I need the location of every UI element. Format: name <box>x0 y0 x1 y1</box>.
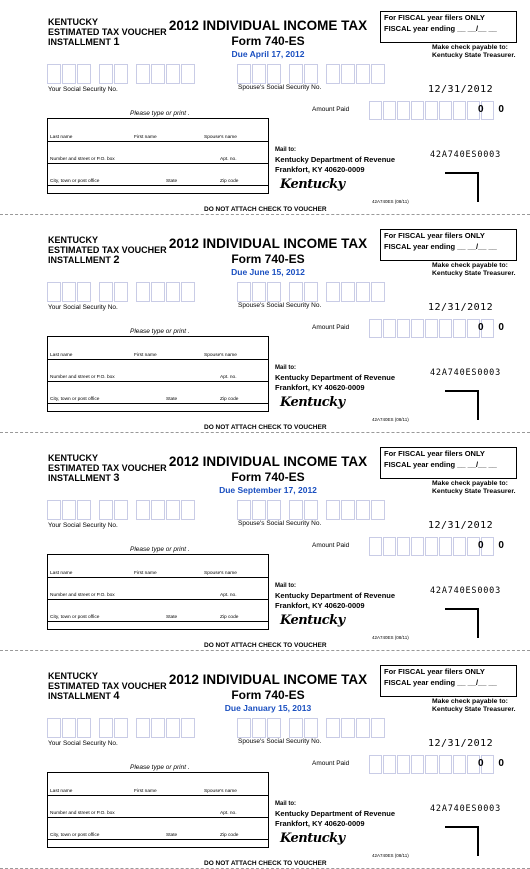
ssn-boxes[interactable] <box>47 718 196 738</box>
voucher-type: ESTIMATED TAX VOUCHER <box>48 463 167 473</box>
payable-line2: Kentucky State Treasurer. <box>432 52 516 59</box>
ssn-boxes[interactable] <box>47 64 196 84</box>
installment-number: 1 <box>113 36 120 48</box>
amount-paid-boxes[interactable] <box>369 319 495 338</box>
state-field-label: State <box>166 179 178 184</box>
spouse-ssn-boxes[interactable] <box>237 718 386 738</box>
cents-zeros: 0 0 <box>478 758 510 769</box>
payable-note <box>432 262 516 278</box>
ssn-boxes[interactable] <box>47 500 196 520</box>
installment-line <box>48 37 167 47</box>
voucher-header <box>48 453 167 483</box>
installment-line <box>48 255 167 265</box>
city-label: City, town or post office <box>50 397 100 402</box>
voucher-header <box>48 17 167 47</box>
form-code: 42A740ES (08/11) <box>372 417 409 422</box>
voucher-title: 2012 INDIVIDUAL INCOME TAX <box>168 236 368 251</box>
due-date: Due April 17, 2012 <box>231 49 305 59</box>
amount-paid-label: Amount Paid <box>312 106 350 113</box>
installment-label: INSTALLMENT <box>48 37 111 47</box>
state-field-label: State <box>166 615 178 620</box>
mail-to-label: Mail to: <box>275 365 296 371</box>
payable-line1: Make check payable to: <box>432 262 508 269</box>
fiscal-box <box>380 229 517 261</box>
mail-to-address <box>275 799 395 829</box>
registration-mark <box>445 608 479 638</box>
fiscal-line2: FISCAL year ending __ __/__ __ <box>384 460 497 469</box>
due-date: Due June 15, 2012 <box>231 267 305 277</box>
fiscal-box <box>380 447 517 479</box>
due-date: Due January 15, 2013 <box>224 703 312 713</box>
fiscal-line2: FISCAL year ending __ __/__ __ <box>384 24 497 33</box>
voucher-header <box>48 235 167 265</box>
state-field-label: State <box>166 833 178 838</box>
voucher-title: 2012 INDIVIDUAL INCOME TAX <box>168 454 368 469</box>
cut-line <box>0 214 530 215</box>
name-address-box[interactable] <box>47 118 269 194</box>
spouse-name-label: Spouse's name <box>204 353 237 358</box>
form-number: Form 740-ES <box>231 470 305 484</box>
scan-code: 42A740ES0003 <box>430 368 502 378</box>
last-name-label: Last name <box>50 571 73 576</box>
registration-mark <box>445 826 479 856</box>
amount-paid-label: Amount Paid <box>312 542 350 549</box>
form-code: 42A740ES (08/11) <box>372 199 409 204</box>
last-name-label: Last name <box>50 135 73 140</box>
first-name-label: First name <box>134 353 157 358</box>
payable-line2: Kentucky State Treasurer. <box>432 270 516 277</box>
mail-to-address <box>275 145 395 175</box>
cut-line <box>0 650 530 651</box>
installment-number: 2 <box>113 254 120 266</box>
voucher-type: ESTIMATED TAX VOUCHER <box>48 681 167 691</box>
mail-to-label: Mail to: <box>275 583 296 589</box>
mail-to-label: Mail to: <box>275 147 296 153</box>
street-label: Number and street or P.O. box <box>50 375 115 380</box>
zip-label: Zip code <box>220 179 239 184</box>
amount-paid-label: Amount Paid <box>312 760 350 767</box>
registration-mark <box>445 390 479 420</box>
voucher-type: ESTIMATED TAX VOUCHER <box>48 245 167 255</box>
installment-label: INSTALLMENT <box>48 255 111 265</box>
dept-name: Kentucky Department of Revenue <box>275 155 396 164</box>
payable-line2: Kentucky State Treasurer. <box>432 488 516 495</box>
spouse-ssn-boxes[interactable] <box>237 500 386 520</box>
cut-line <box>0 432 530 433</box>
voucher-type: ESTIMATED TAX VOUCHER <box>48 27 167 37</box>
tax-year-end: 12/31/2012 <box>428 738 494 749</box>
mail-to-address <box>275 363 395 393</box>
last-name-label: Last name <box>50 353 73 358</box>
zip-label: Zip code <box>220 397 239 402</box>
tax-year-end: 12/31/2012 <box>428 302 494 313</box>
last-name-label: Last name <box>50 789 73 794</box>
state-label: KENTUCKY <box>48 235 99 245</box>
spouse-ssn-label: Spouse's Social Security No. <box>238 302 322 309</box>
city-label: City, town or post office <box>50 179 100 184</box>
kentucky-logo: Kentucky <box>280 831 345 846</box>
fiscal-line1: For FISCAL year filers ONLY <box>384 667 485 676</box>
payable-line2: Kentucky State Treasurer. <box>432 706 516 713</box>
tax-year-end: 12/31/2012 <box>428 84 494 95</box>
name-address-box[interactable] <box>47 336 269 412</box>
scan-code: 42A740ES0003 <box>430 586 502 596</box>
state-label: KENTUCKY <box>48 671 99 681</box>
please-type: Please type or print . <box>130 764 190 771</box>
kentucky-logo: Kentucky <box>280 395 345 410</box>
mail-to-address <box>275 581 395 611</box>
spouse-ssn-boxes[interactable] <box>237 64 386 84</box>
spouse-ssn-label: Spouse's Social Security No. <box>238 84 322 91</box>
street-label: Number and street or P.O. box <box>50 593 115 598</box>
zip-label: Zip code <box>220 833 239 838</box>
payable-note <box>432 44 516 60</box>
amount-paid-boxes[interactable] <box>369 101 495 120</box>
state-field-label: State <box>166 397 178 402</box>
payable-note <box>432 480 516 496</box>
installment-line <box>48 691 167 701</box>
no-attach-note: DO NOT ATTACH CHECK TO VOUCHER <box>204 424 327 431</box>
apt-label: Apt. no. <box>220 593 237 598</box>
dept-city: Frankfort, KY 40620-0009 <box>275 383 365 392</box>
form-code: 42A740ES (08/11) <box>372 635 409 640</box>
scan-code: 42A740ES0003 <box>430 804 502 814</box>
amount-paid-boxes[interactable] <box>369 755 495 774</box>
city-label: City, town or post office <box>50 833 100 838</box>
dept-name: Kentucky Department of Revenue <box>275 591 396 600</box>
no-attach-note: DO NOT ATTACH CHECK TO VOUCHER <box>204 860 327 867</box>
fiscal-box <box>380 11 517 43</box>
scan-code: 42A740ES0003 <box>430 150 502 160</box>
cents-zeros: 0 0 <box>478 540 510 551</box>
name-address-box[interactable] <box>47 772 269 848</box>
fiscal-box <box>380 665 517 697</box>
apt-label: Apt. no. <box>220 157 237 162</box>
payable-line1: Make check payable to: <box>432 480 508 487</box>
amount-paid-label: Amount Paid <box>312 324 350 331</box>
installment-line <box>48 473 167 483</box>
registration-mark <box>445 172 479 202</box>
ssn-label: Your Social Security No. <box>48 304 118 311</box>
cents-zeros: 0 0 <box>478 322 510 333</box>
voucher-title: 2012 INDIVIDUAL INCOME TAX <box>168 18 368 33</box>
due-date: Due September 17, 2012 <box>219 485 317 495</box>
please-type: Please type or print . <box>130 546 190 553</box>
installment-number: 3 <box>113 472 120 484</box>
form-code: 42A740ES (08/11) <box>372 853 409 858</box>
fiscal-line1: For FISCAL year filers ONLY <box>384 231 485 240</box>
form-number: Form 740-ES <box>231 688 305 702</box>
name-address-box[interactable] <box>47 554 269 630</box>
spouse-name-label: Spouse's name <box>204 789 237 794</box>
voucher-header <box>48 671 167 701</box>
no-attach-note: DO NOT ATTACH CHECK TO VOUCHER <box>204 206 327 213</box>
dept-name: Kentucky Department of Revenue <box>275 373 396 382</box>
ssn-label: Your Social Security No. <box>48 86 118 93</box>
mail-to-label: Mail to: <box>275 801 296 807</box>
ssn-label: Your Social Security No. <box>48 740 118 747</box>
fiscal-line2: FISCAL year ending __ __/__ __ <box>384 242 497 251</box>
please-type: Please type or print . <box>130 328 190 335</box>
first-name-label: First name <box>134 571 157 576</box>
installment-label: INSTALLMENT <box>48 691 111 701</box>
dept-name: Kentucky Department of Revenue <box>275 809 396 818</box>
ssn-boxes[interactable] <box>47 282 196 302</box>
installment-label: INSTALLMENT <box>48 473 111 483</box>
payable-line1: Make check payable to: <box>432 698 508 705</box>
apt-label: Apt. no. <box>220 811 237 816</box>
fiscal-line2: FISCAL year ending __ __/__ __ <box>384 678 497 687</box>
street-label: Number and street or P.O. box <box>50 157 115 162</box>
spouse-name-label: Spouse's name <box>204 571 237 576</box>
street-label: Number and street or P.O. box <box>50 811 115 816</box>
no-attach-note: DO NOT ATTACH CHECK TO VOUCHER <box>204 642 327 649</box>
fiscal-line1: For FISCAL year filers ONLY <box>384 13 485 22</box>
dept-city: Frankfort, KY 40620-0009 <box>275 819 365 828</box>
spouse-ssn-label: Spouse's Social Security No. <box>238 520 322 527</box>
first-name-label: First name <box>134 789 157 794</box>
payable-note <box>432 698 516 714</box>
apt-label: Apt. no. <box>220 375 237 380</box>
dept-city: Frankfort, KY 40620-0009 <box>275 601 365 610</box>
spouse-name-label: Spouse's name <box>204 135 237 140</box>
form-number: Form 740-ES <box>231 34 305 48</box>
amount-paid-boxes[interactable] <box>369 537 495 556</box>
ssn-label: Your Social Security No. <box>48 522 118 529</box>
fiscal-line1: For FISCAL year filers ONLY <box>384 449 485 458</box>
tax-year-end: 12/31/2012 <box>428 520 494 531</box>
dept-city: Frankfort, KY 40620-0009 <box>275 165 365 174</box>
state-label: KENTUCKY <box>48 17 99 27</box>
please-type: Please type or print . <box>130 110 190 117</box>
voucher-title: 2012 INDIVIDUAL INCOME TAX <box>168 672 368 687</box>
payable-line1: Make check payable to: <box>432 44 508 51</box>
zip-label: Zip code <box>220 615 239 620</box>
spouse-ssn-boxes[interactable] <box>237 282 386 302</box>
kentucky-logo: Kentucky <box>280 177 345 192</box>
kentucky-logo: Kentucky <box>280 613 345 628</box>
first-name-label: First name <box>134 135 157 140</box>
installment-number: 4 <box>113 690 120 702</box>
city-label: City, town or post office <box>50 615 100 620</box>
state-label: KENTUCKY <box>48 453 99 463</box>
cents-zeros: 0 0 <box>478 104 510 115</box>
form-number: Form 740-ES <box>231 252 305 266</box>
spouse-ssn-label: Spouse's Social Security No. <box>238 738 322 745</box>
